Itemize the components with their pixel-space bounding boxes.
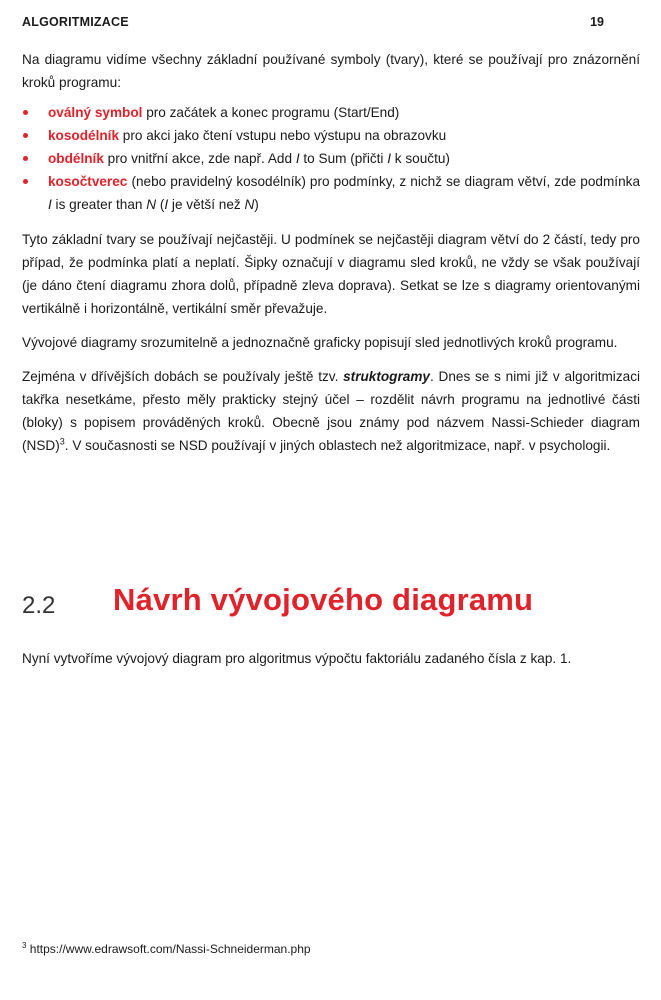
section-paragraph: Nyní vytvoříme vývojový diagram pro algoritmus výpočtu faktoriálu zadaného čísla z kap. 1. [22, 651, 572, 666]
footnote-mark: 3 [22, 941, 27, 950]
variable-name: N [146, 197, 157, 212]
section-number: 2.2 [22, 592, 56, 619]
list-item-text: to Sum (přičti [299, 151, 388, 166]
list-item-text: is greater than [51, 197, 147, 212]
list-item [22, 124, 640, 147]
list-item-text: (nebo pravidelný kosodélník) pro podmínky, z nichž se diagram větví, zde podmínka [127, 174, 640, 189]
variable-name: N [244, 197, 255, 212]
list-item [22, 147, 640, 170]
list-item-term: kosočtverec [48, 174, 128, 189]
nsd-text: Zejména v dřívějších dobách se používaly ještě tzv. [22, 369, 344, 384]
list-item-text: pro vnitřní akce, zde např. Add [103, 151, 296, 166]
list-item-text: pro začátek a konec programu (Start/End) [142, 105, 400, 120]
body-text [22, 48, 640, 457]
section-title: Návrh vývojového diagramu [113, 582, 534, 617]
page-number: 19 [590, 15, 604, 29]
nsd-paragraph [22, 365, 640, 457]
variable-name: I [387, 151, 392, 166]
bullet-icon [23, 133, 28, 138]
list-item-text: ) [254, 197, 259, 212]
variable-name: I [48, 197, 52, 212]
bullet-icon [23, 156, 28, 161]
list-item [22, 101, 640, 124]
variable-name: I [295, 151, 300, 166]
section-heading [22, 580, 640, 626]
list-item [22, 170, 640, 216]
list-item-text: pro akci jako čtení vstupu nebo výstupu na obrazovku [119, 128, 447, 143]
list-item-term: oválný symbol [48, 105, 143, 120]
list-item-text: k součtu) [391, 151, 450, 166]
footnote [22, 940, 311, 958]
nsd-text: . V současnosti se NSD používají v jiných oblastech než algoritmizace, např. v psychologii. [64, 438, 611, 453]
struktogramy-term: struktogramy [343, 369, 430, 384]
running-header-title: ALGORITMIZACE [22, 15, 129, 29]
footnote-link[interactable]: https://www.edrawsoft.com/Nassi-Schneiderman.php [26, 942, 311, 956]
footnote-ref[interactable]: 3 [59, 436, 65, 447]
list-item-term: kosodélník [48, 128, 120, 143]
list-item-term: obdélník [48, 151, 104, 166]
nsd-text: . Dnes se s nimi již v algoritmizaci takřka nesetkáme, přesto měly prakticky stejný účel – rozdělit návrh programu na jednotlivé části (bloky) s popisem prováděných kroků. Obecně jsou známy pod názvem Nassi-Schieder diagram (NSD) [22, 369, 641, 453]
list-item-text: ( [156, 197, 165, 212]
list-item-text: je větší než [168, 197, 245, 212]
symbol-list [22, 101, 640, 216]
intro-paragraph: Na diagramu vidíme všechny základní používané symboly (tvary), které se používají pro znázornění kroků programu: [22, 52, 640, 90]
bullet-icon [23, 110, 28, 115]
bullet-icon [23, 179, 28, 184]
shapes-paragraph: Tyto základní tvary se používají nejčastěji. U podmínek se nejčastěji diagram větví do 2 částí, tedy pro případ, že podmínka platí a neplatí. Šipky označují v diagramu sled kroků, ne vždy se však používají (je dáno čtení diagramu zhora dolů, případně zleva doprava). Setkat se lze s diagramy orientovanými vertikálně i horizontálně, vertikální směr převažuje. [22, 232, 640, 316]
variable-name: I [164, 197, 169, 212]
flow-paragraph: Vývojové diagramy srozumitelně a jednoznačně graficky popisují sled jednotlivých kroků programu. [22, 335, 618, 350]
